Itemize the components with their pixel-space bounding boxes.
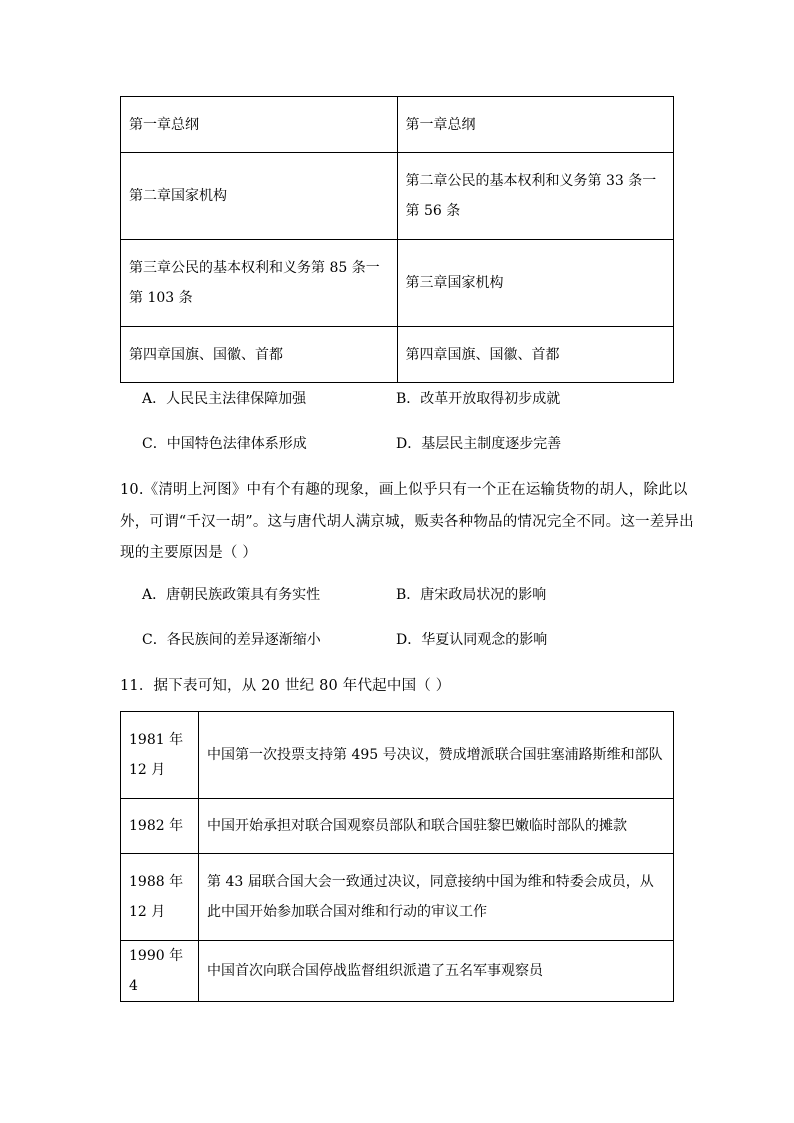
table-cell: 第一章总纲 bbox=[121, 97, 398, 153]
table-row bbox=[121, 854, 674, 941]
constitution-comparison-table bbox=[120, 96, 674, 383]
table-cell-year: 1982 年 bbox=[121, 799, 199, 854]
table-row bbox=[121, 799, 674, 854]
table-cell: 第三章公民的基本权利和义务第 85 条一第 103 条 bbox=[121, 240, 398, 327]
table-cell-event: 中国开始承担对联合国观察员部队和联合国驻黎巴嫩临时部队的摊款 bbox=[199, 799, 674, 854]
table-row bbox=[121, 712, 674, 799]
q10-stem-line-3: 现的主要原因是（ ） bbox=[120, 545, 258, 561]
table-cell: 第二章国家机构 bbox=[121, 153, 398, 240]
q10-option-d[interactable]: D．华夏认同观念的影响 bbox=[396, 632, 548, 648]
q9-option-b[interactable]: B．改革开放取得初步成就 bbox=[396, 391, 561, 407]
table-cell: 第四章国旗、国徽、首都 bbox=[121, 327, 398, 383]
q11-stem: 11．据下表可知，从 20 世纪 80 年代起中国（ ） bbox=[120, 678, 451, 694]
table-cell-event: 中国第一次投票支持第 495 号决议，赞成增派联合国驻塞浦路斯维和部队 bbox=[199, 712, 674, 799]
table-cell-year: 1990 年 4 bbox=[121, 941, 199, 1002]
q10-option-b[interactable]: B．唐宋政局状况的影响 bbox=[396, 587, 547, 603]
q10-stem-line-2: 外，可谓“千汉一胡”。这与唐代胡人满京城，贩卖各种物品的情况完全不同。这一差异出 bbox=[120, 514, 694, 530]
q9-option-a[interactable]: A．人民民主法律保障加强 bbox=[142, 391, 307, 407]
un-participation-table bbox=[120, 711, 674, 1002]
table-cell: 第四章国旗、国徽、首都 bbox=[397, 327, 674, 383]
table-row bbox=[121, 97, 674, 153]
table-cell: 第一章总纲 bbox=[397, 97, 674, 153]
table-cell-event: 第 43 届联合国大会一致通过决议，同意接纳中国为维和特委会成员，从此中国开始参加联合国对维和行动的审议工作 bbox=[199, 854, 674, 941]
q10-option-a[interactable]: A．唐朝民族政策具有务实性 bbox=[142, 587, 321, 603]
table-cell-year: 1981 年 12 月 bbox=[121, 712, 199, 799]
table-row bbox=[121, 941, 674, 1002]
q9-option-c[interactable]: C．中国特色法律体系形成 bbox=[142, 436, 307, 452]
q10-option-c[interactable]: C．各民族间的差异逐渐缩小 bbox=[142, 632, 321, 648]
q10-stem-line-1: 10.《清明上河图》中有个有趣的现象，画上似乎只有一个正在运输货物的胡人，除此以 bbox=[120, 482, 688, 498]
table-row bbox=[121, 240, 674, 327]
table-cell-event: 中国首次向联合国停战监督组织派遣了五名军事观察员 bbox=[199, 941, 674, 1002]
q9-option-d[interactable]: D．基层民主制度逐步完善 bbox=[396, 436, 562, 452]
table-row bbox=[121, 327, 674, 383]
table-cell: 第三章国家机构 bbox=[397, 240, 674, 327]
table-cell: 第二章公民的基本权利和义务第 33 条一第 56 条 bbox=[397, 153, 674, 240]
table-cell-year: 1988 年 12 月 bbox=[121, 854, 199, 941]
table-row bbox=[121, 153, 674, 240]
